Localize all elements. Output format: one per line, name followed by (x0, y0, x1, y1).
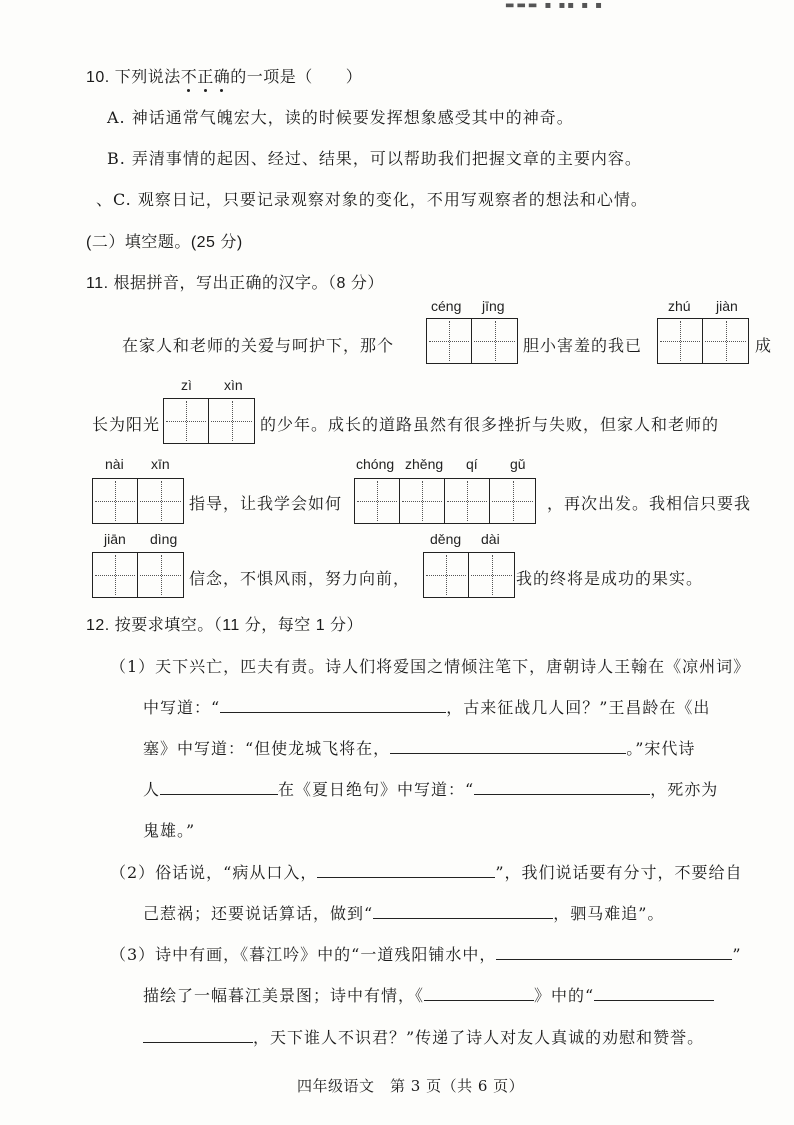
q10-emphasis-char: 确 (213, 69, 231, 86)
q12-p1-line5: 鬼雄。” (143, 821, 196, 840)
pinyin-ceng: céng (431, 298, 462, 314)
q12-p3-l2a: 描绘了一幅暮江美景图；诗中有情，《 (143, 986, 425, 1005)
q11-text-line1a: 在家人和老师的关爱与呵护下，那个 (122, 336, 395, 355)
q12-p3-l2b: 》中的“ (534, 986, 595, 1005)
pinyin-ding: dìng (150, 531, 178, 547)
q12-p3-line2 (143, 983, 714, 1006)
q11-text-line3a: 指导，让我学会如何 (189, 494, 343, 513)
q12-p1-line2 (143, 695, 710, 718)
pinyin-jian: jiàn (716, 298, 738, 314)
pinyin-nai: nài (105, 456, 124, 472)
answer-grid-jianding[interactable] (92, 552, 184, 598)
answer-grid-zhujian[interactable] (657, 318, 749, 364)
q10-stem-a: 10. 下列说法 (86, 69, 181, 86)
answer-blank-mujiangyin[interactable] (496, 945, 732, 960)
q12-p1-l2a: 中写道：“ (143, 698, 221, 717)
q12-p2-l1a: （2）俗话说，“病从口入， (110, 863, 318, 882)
answer-grid-cengjing[interactable] (426, 318, 518, 364)
q12-p2-l1b: ”，我们说话要有分寸，不要给自 (495, 863, 743, 882)
scan-header-mark: ▬▬▬ ▪ ▪▪ ▪ ▪ (505, 0, 604, 11)
answer-blank-proverb-1[interactable] (317, 863, 495, 878)
q12-p1-l3a: 塞》中写道：“但使龙城飞将在， (143, 739, 391, 758)
q11-text-line2a: 长为阳光 (92, 415, 161, 434)
pinyin-xin: xìn (224, 377, 243, 393)
q12-p2-l2a: 己惹祸；还要说话算话，做到“ (143, 904, 374, 923)
q12-p3-line3 (143, 1025, 704, 1048)
q12-p3-l3b: ，天下谁人不识君？”传递了诗人对友人真诚的劝慰和赞誉。 (253, 1028, 705, 1047)
question-10-stem (86, 64, 362, 87)
answer-blank-poet-name[interactable] (160, 780, 278, 795)
answer-grid-naixin[interactable] (92, 478, 184, 524)
pinyin-jian2: jiān (104, 531, 126, 547)
q10-stem-b: 的一项是（ ） (230, 69, 363, 86)
q10-emphasis-char: 正 (197, 69, 214, 86)
q12-p1-l3b: 。”宋代诗 (626, 739, 696, 758)
pinyin-zheng: zhěng (405, 456, 444, 472)
answer-blank-proverb-2[interactable] (373, 904, 553, 919)
q11-text-line2b: 的少年。成长的道路虽然有很多挫折与失败，但家人和老师的 (260, 415, 720, 434)
answer-grid-chongzhengqigu[interactable] (354, 478, 536, 524)
q12-p1-l4c: ，死亦为 (650, 780, 719, 799)
q11-text-line4b: 我的终将是成功的果实。 (516, 569, 704, 588)
q10-option-c: 、C. 观察日记，只要记录观察对象的变化，不用写观察者的想法和心情。 (96, 190, 648, 209)
answer-blank-poem-line[interactable] (143, 1028, 253, 1043)
q11-text-line1b: 胆小害羞的我已 (523, 336, 643, 355)
q11-text-line3b: ，再次出发。我相信只要我 (547, 494, 752, 513)
page-footer: 四年级语文 第 3 页（共 6 页） (297, 1077, 525, 1095)
q12-p1-line4 (143, 777, 718, 800)
answer-blank-xiarijueju[interactable] (474, 780, 650, 795)
answer-grid-dengdai[interactable] (423, 552, 515, 598)
q10-option-a: A. 神话通常气魄宏大，读的时候要发挥想象感受其中的神奇。 (107, 108, 574, 127)
q11-text-line4a: 信念，不惧风雨，努力向前， (189, 569, 411, 588)
question-12-title: 12. 按要求填空。（11 分，每空 1 分） (86, 617, 364, 634)
answer-blank-poem-title[interactable] (424, 986, 534, 1001)
pinyin-qi: qí (466, 456, 478, 472)
q12-p2-line2 (143, 901, 664, 924)
question-11-title: 11. 根据拼音，写出正确的汉字。（8 分） (86, 275, 384, 292)
q12-p3-l1a: （3）诗中有画，《暮江吟》中的“一道残阳铺水中， (110, 945, 497, 964)
pinyin-deng: děng (430, 531, 462, 547)
answer-blank-liangzhouci[interactable] (220, 698, 446, 713)
q11-text-line1c: 成 (755, 336, 773, 355)
q12-p1-l2b: ，古来征战几人回？”王昌龄在《出 (446, 698, 711, 717)
answer-blank-chusai[interactable] (390, 739, 626, 754)
pinyin-gu: gǔ (510, 456, 526, 472)
pinyin-chong: chóng (356, 456, 395, 472)
q12-p1-l4b: 在《夏日绝句》中写道：“ (278, 780, 475, 799)
q12-p2-l2b: ，驷马难追”。 (553, 904, 665, 923)
q12-p1-line3 (143, 736, 695, 759)
q12-p3-l1b: ” (732, 945, 742, 964)
pinyin-zhu: zhú (668, 298, 691, 314)
section-fill-in-heading: (二）填空题。(25 分) (86, 234, 243, 251)
pinyin-zi: zì (181, 377, 192, 393)
pinyin-xin2: xīn (151, 456, 170, 472)
answer-blank-poem-line-start[interactable] (594, 986, 714, 1001)
q10-emphasis-char: 不 (180, 69, 198, 86)
q12-p2-line1 (110, 860, 743, 883)
answer-grid-zixin[interactable] (163, 398, 255, 444)
q12-p1-l4a: 人 (143, 780, 161, 799)
q12-p1-line1: （1）天下兴亡，匹夫有责。诗人们将爱国之情倾注笔下，唐朝诗人王翰在《凉州词》 (110, 657, 751, 676)
q10-option-b: B. 弄清事情的起因、经过、结果，可以帮助我们把握文章的主要内容。 (107, 149, 642, 168)
q12-p3-line1 (110, 942, 742, 965)
pinyin-dai: dài (481, 531, 500, 547)
pinyin-jing: jīng (482, 298, 505, 314)
